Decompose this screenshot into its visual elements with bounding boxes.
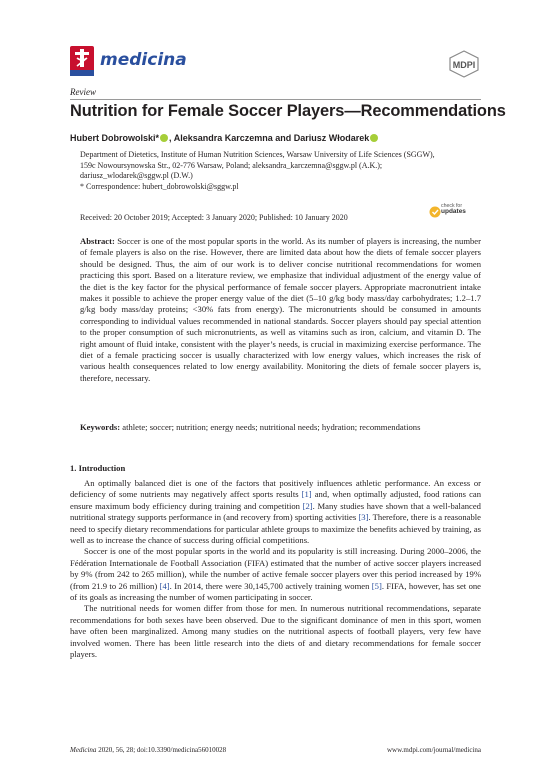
author-name: Aleksandra Karczemna [173, 133, 273, 143]
check-for-updates-line2: updates [441, 208, 466, 215]
paragraph-text: The nutritional needs for women differ from those for men. In numerous nutritional recommendations, separate recommendations for both sexes have been observed. Due to the significant dominance of men in this sport, women have often been marginalized. Among many studies on the nutritional aspects of football players, very few have involved women. There has been little research into the diets of and dietary recommendations for female soccer players. [70, 603, 481, 660]
check-for-updates-label[interactable] [441, 203, 466, 215]
paragraph-text: . In 2014, there were 30,145,700 actively training women [169, 580, 372, 591]
abstract-label: Abstract: [80, 236, 115, 246]
keywords-label: Keywords: [80, 422, 121, 432]
header-divider [70, 99, 481, 100]
keywords [80, 422, 481, 433]
author-name: Dariusz Włodarek [293, 133, 370, 143]
section-body [70, 478, 481, 661]
journal-name: medicina [100, 50, 187, 70]
abstract [80, 236, 481, 384]
citation-link[interactable]: [3] [358, 512, 369, 523]
journal-logo-icon [70, 46, 94, 76]
author-separator: and [272, 133, 294, 143]
journal-url-link[interactable]: www.mdpi.com/journal/medicina [386, 746, 481, 754]
article-title: Nutrition for Female Soccer Players—Recommendations [70, 102, 506, 120]
citation-link[interactable]: [4] [159, 580, 170, 591]
paragraph-text: . FIFA, however, has set one of its goals as increasing the number of women participating in soccer. [70, 580, 481, 603]
correspondence-line: * Correspondence: hubert_dobrowolski@sggw.pl [80, 181, 239, 191]
keywords-text: athlete; soccer; nutrition; energy needs; nutritional needs; hydration; recommendations [122, 422, 421, 432]
paragraph-text: Soccer is one of the most popular sports in the world and its popularity is still increasing. During 2000–2006, the Fédération Internationale de Football Association (FIFA) estimated that the number of active soccer players increased by 9% (from 242 to 265 million), while the number of active female soccer players over this period increased by 19% (from 21.9 to 26 million) [70, 546, 481, 591]
paragraph [70, 546, 481, 603]
citation-link[interactable]: [1] [301, 489, 312, 500]
affiliation-line: Department of Dietetics, Institute of Human Nutrition Sciences, Warsaw University of Life Sciences (SGGW), [80, 150, 435, 159]
author-separator: , [169, 133, 174, 143]
author-list [70, 133, 379, 143]
publication-dates: Received: 20 October 2019; Accepted: 3 January 2020; Published: 10 January 2020 [80, 213, 348, 222]
paragraph-text: An optimally balanced diet is one of the factors that positively influences athletic performance. An excess or deficiency of some nutrients may negatively affect sports results [70, 478, 481, 500]
mdpi-logo-text: MDPI [452, 60, 476, 70]
citation-link[interactable]: [2] [302, 500, 313, 511]
section-heading: 1. Introduction [70, 463, 126, 473]
citation-details: 2020, 56, 28; doi:10.3390/medicina56010028 [96, 746, 227, 754]
citation-line [70, 746, 226, 754]
check-for-updates-line1: check for [441, 203, 463, 209]
affiliations [80, 150, 480, 192]
paragraph-text: and, when optimally adjusted, food rations can ensure maximum body efficiency during training and competition [70, 489, 481, 511]
paragraph-text: . Many studies have shown that a well-balanced nutritional strategy supports performance in (and recovery from) sporting activities [70, 500, 481, 523]
author-name: Hubert Dobrowolski [70, 133, 156, 143]
citation-link[interactable]: [5] [371, 580, 382, 591]
paragraph [70, 603, 481, 660]
orcid-icon[interactable] [370, 134, 378, 142]
paragraph-text: . Therefore, there is a reasonable need to specify dietary recommendations for particular athlete groups to maximize the benefits achieved by training, as well as to increase the chance of success during official competitions. [70, 512, 481, 546]
article-type: Review [70, 87, 96, 97]
citation-journal: Medicina [70, 746, 97, 754]
abstract-text: Soccer is one of the most popular sports in the world. As its number of players is increasing, the number of female players is also on the rise. However, there are limited data about how the diets of female soccer players should be designed. Thus, the aim of our work is to deliver concise nutritional recommendations for women practicing this sport. Based on a literature review, we emphasize that individual adjustment of the energy value of the diet is the key factor for the physical performance of female soccer players. Appropriate macronutrient intake makes it possible to achieve the proper energy value of the diet (5–10 g/kg body mass/day carbohydrates; 1.2–1.7 g/kg body mass/day proteins; <30% fats from energy). The micronutrients should be consumed in amounts corresponding to individual values recommended in national standards. Soccer players should pay special attention to the proper consumption of such micronutrients, as well as vitamins such as iron, calcium, and vitamin D. The right amount of fluid intake, consistent with the player’s needs, is crucial in maximizing exercise performance. The diet of a female practicing soccer is usually characterized with low energy values, which increases the risk of various health consequences related to low energy availability. Monitoring the diets of female soccer players is, therefore, necessary. [80, 236, 481, 383]
affiliation-line: 159c Nowoursynowska Str., 02-776 Warsaw, Poland; aleksandra_karczemna@sggw.pl (A.K.); [80, 160, 383, 170]
orcid-icon[interactable] [160, 134, 168, 142]
author-marks: * [155, 133, 160, 143]
paragraph [70, 478, 481, 546]
affiliation-line: dariusz_wlodarek@sggw.pl (D.W.) [80, 171, 193, 180]
mdpi-logo-icon [448, 50, 480, 78]
